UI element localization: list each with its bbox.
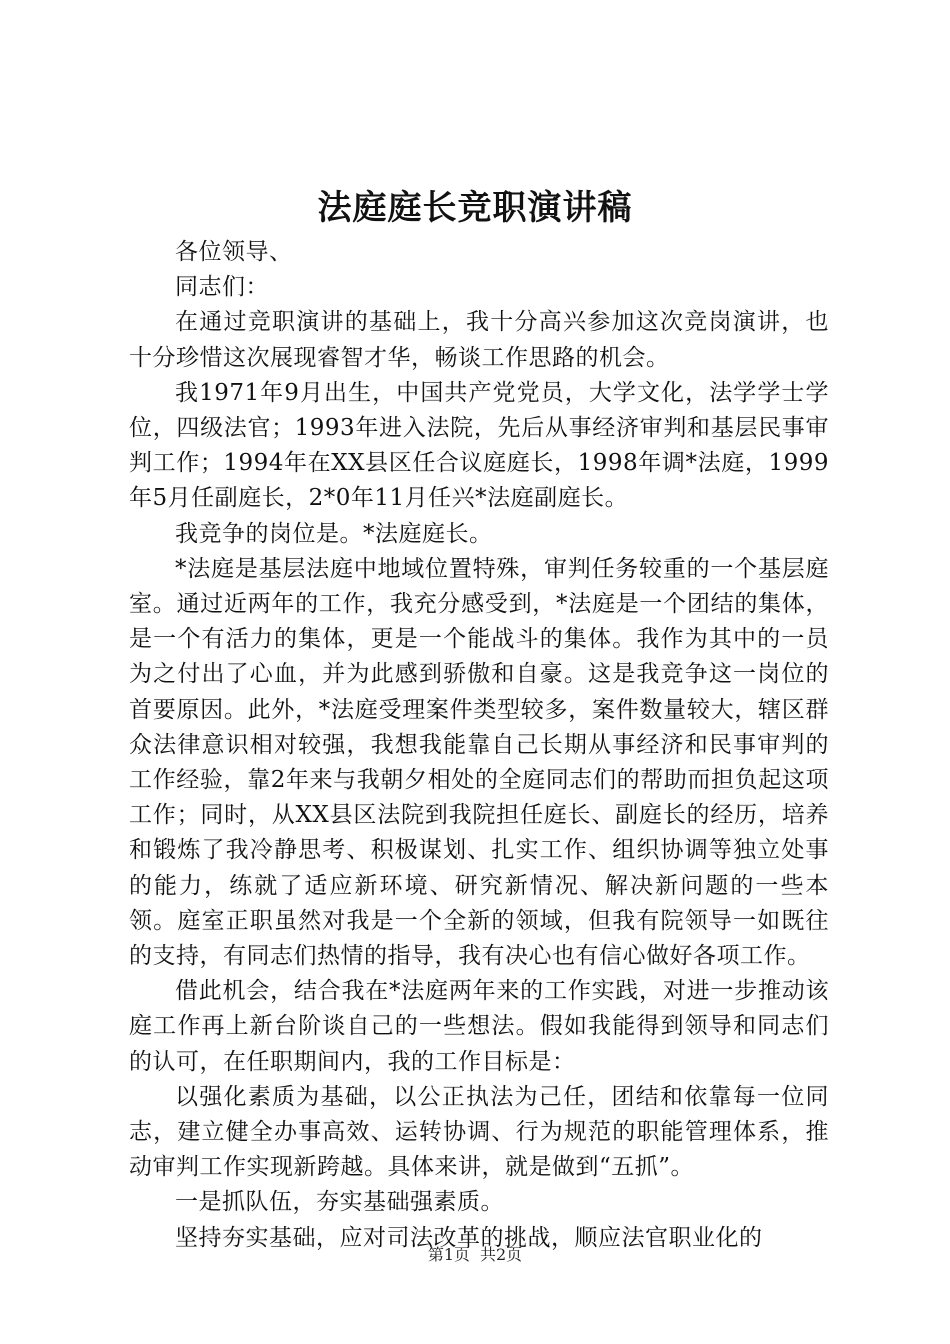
page-number: 第1页 — [427, 1245, 470, 1264]
paragraph-goals: 以强化素质为基础，以公正执法为己任，团结和依靠每一位同志，建立健全办事高效、运转协调、行为规范的职能管理体系，推动审判工作实现新跨越。具体来讲，就是做到“五抓”。 — [129, 1083, 829, 1181]
paragraph-salutation-1: 各位领导、 — [175, 239, 293, 265]
paragraph-opening: 在通过竞职演讲的基础上，我十分高兴参加这次竞岗演讲，也十分珍惜这次展现睿智才华，畅谈工作思路的机会。 — [129, 309, 829, 371]
paragraph-position: 我竞争的岗位是。*法庭庭长。 — [175, 520, 493, 547]
paragraph-background: 我1971年9月出生，中国共产党党员，大学文化，法学学士学位，四级法官；1993年进入法院，先后从事经济审判和基层民事审判工作；1994年在XX县区任合议庭庭长，1998年调*法庭，1999年5月任副庭长，2*0年11月任兴*法庭副庭长。 — [129, 379, 829, 512]
paragraph-reasons: *法庭是基层法庭中地域位置特殊，审判任务较重的一个基层庭室。通过近两年的工作，我充分感受到，*法庭是一个团结的集体，是一个有活力的集体，更是一个能战斗的集体。我作为其中的一员为之付出了心血，并为此感到骄傲和自豪。这是我竞争这一岗位的首要原因。此外，*法庭受理案件类型较多，案件数量较大，辖区群众法律意识相对较强，我想我能靠自己长期从事经济和民事审判的工作经验，靠2年来与我朝夕相处的全庭同志们的帮助而担负起这项工作；同时，从XX县区法院到我院担任庭长、副庭长的经历，培养和锻炼了我冷静思考、积极谋划、扎实工作、组织协调等独立处事的能力，练就了适应新环境、研究新情况、解决新问题的一些本领。庭室正职虽然对我是一个全新的领域，但我有院领导一如既往的支持，有同志们热情的指导，我有决心也有信心做好各项工作。 — [129, 555, 829, 970]
paragraph-point-one: 一是抓队伍，夯实基础强素质。 — [175, 1189, 504, 1216]
paragraph-point-one-detail: 坚持夯实基础，应对司法改革的挑战，顺应法官职业化的 — [175, 1224, 763, 1251]
paragraph-goals-intro: 借此机会，结合我在*法庭两年来的工作实践，对进一步推动该庭工作再上新台阶谈自己的一些想法。假如我能得到领导和同志们的认可，在任职期间内，我的工作目标是： — [129, 978, 829, 1075]
page-footer — [0, 1244, 950, 1266]
document-title: 法庭庭长竞职演讲稿 — [317, 188, 633, 228]
document-body — [129, 235, 829, 1256]
page-total: 共2页 — [480, 1245, 523, 1264]
paragraph-salutation-2: 同志们： — [175, 274, 269, 301]
